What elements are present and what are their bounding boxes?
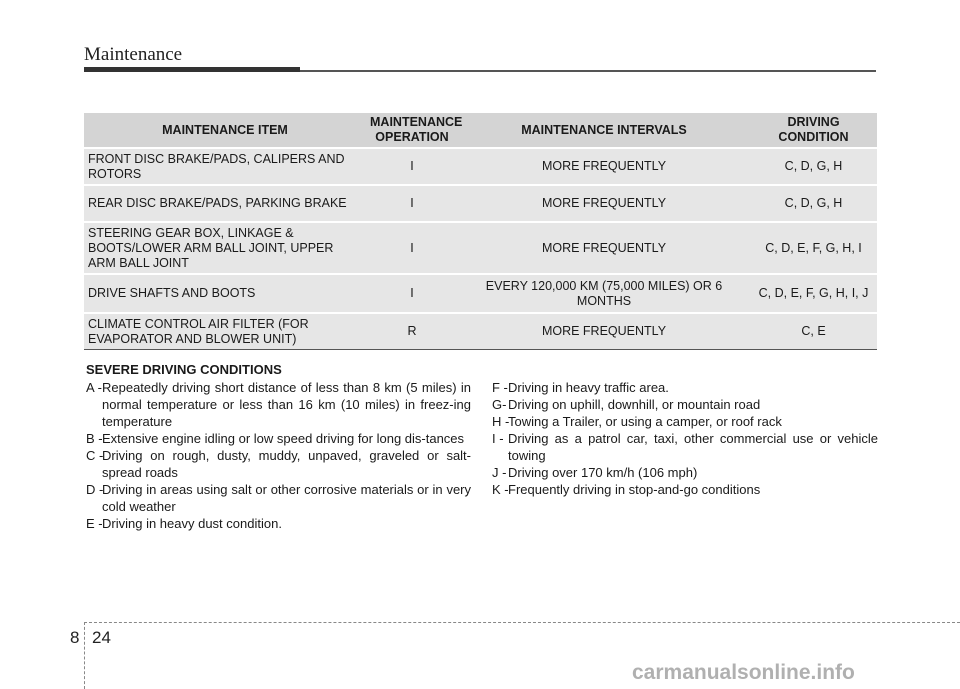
condition-item [86, 379, 471, 430]
condition-item [86, 481, 471, 515]
cell-interval: EVERY 120,000 KM (75,000 MILES) OR 6 MONTHS [458, 274, 750, 313]
condition-key: I - [492, 431, 504, 446]
cell-interval: MORE FREQUENTLY [458, 185, 750, 222]
cell-condition: C, E [750, 313, 877, 350]
condition-text: Driving in heavy dust condition. [102, 516, 282, 531]
condition-text: Towing a Trailer, or using a camper, or roof rack [508, 414, 782, 429]
cell-item: STEERING GEAR BOX, LINKAGE & BOOTS/LOWER ARM BALL JOINT, UPPER ARM BALL JOINT [84, 222, 366, 274]
chapter-number: 8 [70, 628, 80, 647]
footer-rule [84, 622, 960, 623]
header-rule-thin [300, 70, 876, 72]
cell-operation: I [366, 185, 458, 222]
conditions-list-left [86, 379, 471, 532]
condition-text: Driving over 170 km/h (106 mph) [508, 465, 698, 480]
condition-item [86, 515, 471, 532]
condition-key: G- [492, 397, 507, 412]
condition-item [492, 430, 878, 464]
condition-text: Driving on rough, dusty, muddy, unpaved, graveled or salt-spread roads [102, 448, 471, 480]
header-maintenance-intervals: MAINTENANCE INTERVALS [458, 113, 750, 148]
cell-operation: I [366, 274, 458, 313]
table-row [84, 274, 877, 313]
page-title: Maintenance [84, 44, 183, 65]
condition-key: B - [86, 431, 103, 446]
condition-key: H - [492, 414, 510, 429]
condition-key: J - [492, 465, 507, 480]
condition-key: K - [492, 482, 509, 497]
cell-item: CLIMATE CONTROL AIR FILTER (FOR EVAPORATOR AND BLOWER UNIT) [84, 313, 366, 350]
condition-text: Frequently driving in stop-and-go conditions [508, 482, 761, 497]
condition-item [86, 430, 471, 447]
table-row [84, 313, 877, 350]
condition-item [492, 481, 878, 498]
condition-item [86, 447, 471, 481]
table-row [84, 185, 877, 222]
condition-key: F - [492, 380, 508, 395]
condition-key: E - [86, 516, 103, 531]
condition-item [492, 379, 878, 396]
table-row [84, 148, 877, 185]
watermark: carmanualsonline.info [632, 661, 855, 684]
header-maintenance-item: MAINTENANCE ITEM [84, 113, 366, 148]
cell-item: FRONT DISC BRAKE/PADS, CALIPERS AND ROTORS [84, 148, 366, 185]
table-header-row [84, 113, 877, 148]
condition-text: Driving as a patrol car, taxi, other commercial use or vehicle towing [508, 431, 878, 463]
condition-text: Repeatedly driving short distance of less than 8 km (5 miles) in normal temperature or less than 16 km (10 miles) in freez-ing temperature [102, 380, 471, 429]
conditions-list-right [492, 379, 878, 498]
footer-vertical-rule [84, 622, 85, 689]
cell-interval: MORE FREQUENTLY [458, 222, 750, 274]
condition-text: Driving in areas using salt or other corrosive materials or in very cold weather [102, 482, 471, 514]
condition-text: Driving on uphill, downhill, or mountain road [508, 397, 761, 412]
header-rule-thick [84, 67, 300, 72]
condition-key: A - [86, 380, 102, 395]
cell-condition: C, D, E, F, G, H, I, J [750, 274, 877, 313]
cell-operation: I [366, 148, 458, 185]
cell-interval: MORE FREQUENTLY [458, 313, 750, 350]
cell-item: DRIVE SHAFTS AND BOOTS [84, 274, 366, 313]
condition-item [492, 464, 878, 481]
cell-condition: C, D, E, F, G, H, I [750, 222, 877, 274]
table-row [84, 222, 877, 274]
condition-item [492, 396, 878, 413]
condition-text: Extensive engine idling or low speed driving for long dis-tances [102, 431, 465, 446]
severe-conditions-title: SEVERE DRIVING CONDITIONS [86, 362, 282, 377]
condition-key: C - [86, 448, 104, 463]
cell-operation: R [366, 313, 458, 350]
page-number: 24 [92, 628, 111, 647]
cell-item: REAR DISC BRAKE/PADS, PARKING BRAKE [84, 185, 366, 222]
cell-condition: C, D, G, H [750, 148, 877, 185]
header-driving-condition: DRIVING CONDITION [750, 113, 877, 148]
cell-interval: MORE FREQUENTLY [458, 148, 750, 185]
condition-text: Driving in heavy traffic area. [508, 380, 669, 395]
maintenance-table [84, 113, 877, 350]
cell-condition: C, D, G, H [750, 185, 877, 222]
header-maintenance-operation: MAINTENANCE OPERATION [366, 113, 458, 148]
condition-item [492, 413, 878, 430]
condition-key: D - [86, 482, 104, 497]
cell-operation: I [366, 222, 458, 274]
